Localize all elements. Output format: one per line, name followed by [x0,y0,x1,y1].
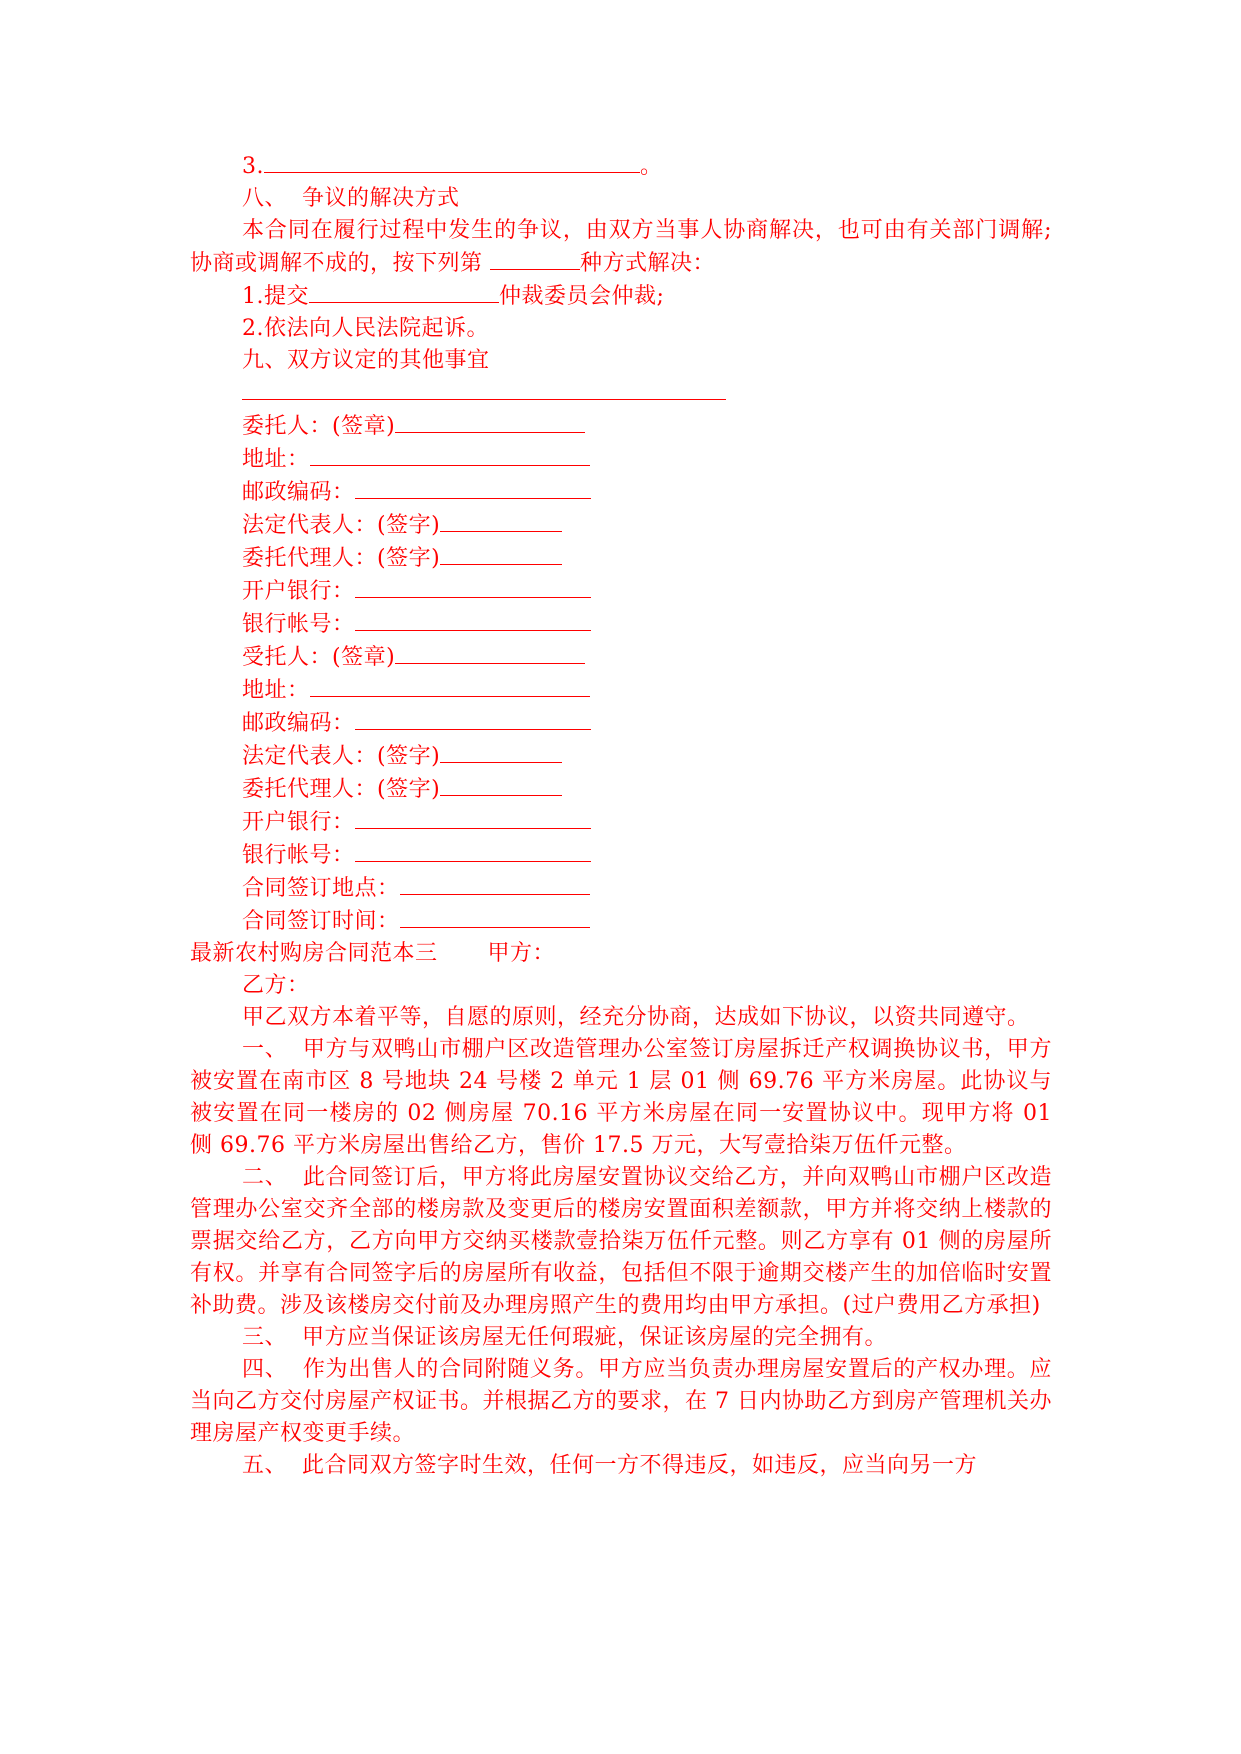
signature-line [190,509,1052,542]
signature-blank [440,773,562,796]
signature-blank [355,707,591,730]
signature-blank [395,410,585,433]
section-8-paragraph [190,215,1052,280]
signature-line [190,410,1052,443]
item-3-number: 3. [242,154,264,179]
option-1-label: 1.提交 [242,284,309,309]
signature-blank [400,872,590,895]
signature-label: 银行帐号： [242,843,355,868]
signature-blank [310,674,590,697]
signature-label: 委托人：(签章) [242,414,396,439]
signature-line [190,773,1052,806]
signature-line [190,740,1052,773]
signature-blank [355,806,591,829]
signature-label: 地址： [242,447,310,472]
signature-label: 合同签订时间： [242,909,400,934]
blank-line [264,150,640,173]
clause-5: 五、 此合同双方签字时生效，任何一方不得违反，如违反，应当向另一方 [242,1453,977,1478]
signature-label: 地址： [242,678,310,703]
signature-label: 合同签订地点： [242,876,400,901]
signature-blank [395,641,585,664]
signature-line [190,806,1052,839]
signature-line [190,476,1052,509]
signature-label: 受托人：(签章) [242,645,396,670]
signature-block [190,410,1052,938]
party-a-label: 甲方： [487,941,556,966]
signature-line [190,542,1052,575]
signature-blank [310,443,590,466]
clause-3: 三、 甲方应当保证该房屋无任何瑕疵，保证该房屋的完全拥有。 [242,1325,887,1350]
signature-label: 开户银行： [242,810,355,835]
clause-1: 一、 甲方与双鸭山市棚户区改造管理办公室签订房屋拆迁产权调换协议书，甲方被安置在南市区 8 号地块 24 号楼 2 单元 1 层 01 侧 69.76 平方米房屋。此协议与被安置在同一楼房的 02 侧房屋 70.16 平方米房屋在同一安置协议中。现甲方将 01 侧 69.76 平方米房屋出售给乙方，售价 17.5 万元，大写壹拾柒万伍仟元整。 [190,1037,1060,1158]
clause-4: 四、 作为出售人的合同附随义务。甲方应当负责办理房屋安置后的产权办理。应当向乙方交付房屋产权证书。并根据乙方的要求，在 7 日内协助乙方到房产管理机关办理房屋产权变更手续。 [190,1357,1052,1446]
signature-blank [355,839,591,862]
section-8-text: 本合同在履行过程中发生的争议，由双方当事人协商解决，也可由有关部门调解;协商或调解不成的，按下列第 [190,218,1052,276]
signature-line [190,443,1052,476]
signature-line [190,674,1052,707]
signature-line [190,872,1052,905]
item-3-end: 。 [640,154,663,179]
contract-3-intro: 甲乙双方本着平等，自愿的原则，经充分协商，达成如下协议，以资共同遵守。 [242,1005,1030,1030]
signature-blank [440,509,562,532]
signature-line [190,839,1052,872]
blank-line [242,377,726,400]
signature-blank [355,608,591,631]
signature-line [190,575,1052,608]
signature-label: 邮政编码： [242,480,355,505]
blank-line [490,247,580,270]
signature-blank [355,575,591,598]
signature-label: 法定代表人：(签字) [242,744,441,769]
option-1-text: 仲裁委员会仲裁; [499,284,665,309]
option-2-line: 2.依法向人民法院起诉。 [242,316,489,341]
document-body [190,150,1060,1482]
signature-label: 邮政编码： [242,711,355,736]
contract-3-title-line [190,938,1052,970]
section-8-heading: 八、 争议的解决方式 [242,186,460,211]
signature-label: 委托代理人：(签字) [242,546,441,571]
signature-blank [355,476,591,499]
signature-label: 委托代理人：(签字) [242,777,441,802]
blank-line [309,280,499,303]
signature-line [190,641,1052,674]
signature-label: 开户银行： [242,579,355,604]
party-b-label: 乙方： [242,973,310,998]
section-9-blank-line [190,377,1052,410]
signature-blank [440,542,562,565]
section-9-heading: 九、双方议定的其他事宜 [242,348,490,373]
clause-2: 二、 此合同签订后，甲方将此房屋安置协议交给乙方，并向双鸭山市棚户区改造管理办公室交齐全部的楼房款及变更后的楼房安置面积差额款，甲方并将交纳上楼款的票据交给乙方，乙方向甲方交纳买楼款壹拾柒万伍仟元整。则乙方享有 01 侧的房屋所有权。并享有合同签字后的房屋所有收益，包括但不限于逾期交楼产生的加倍临时安置补助费。涉及该楼房交付前及办理房照产生的费用均由甲方承担。(过户费用乙方承担) [190,1165,1052,1318]
contract-3-title: 最新农村购房合同范本三 [190,941,438,966]
option-1-line [190,280,1052,313]
signature-blank [440,740,562,763]
signature-line [190,707,1052,740]
item-3-line [190,150,1052,183]
signature-line [190,608,1052,641]
section-8-text-end: 种方式解决： [580,251,716,276]
signature-blank [400,905,590,928]
signature-label: 法定代表人：(签字) [242,513,441,538]
signature-label: 银行帐号： [242,612,355,637]
signature-line [190,905,1052,938]
